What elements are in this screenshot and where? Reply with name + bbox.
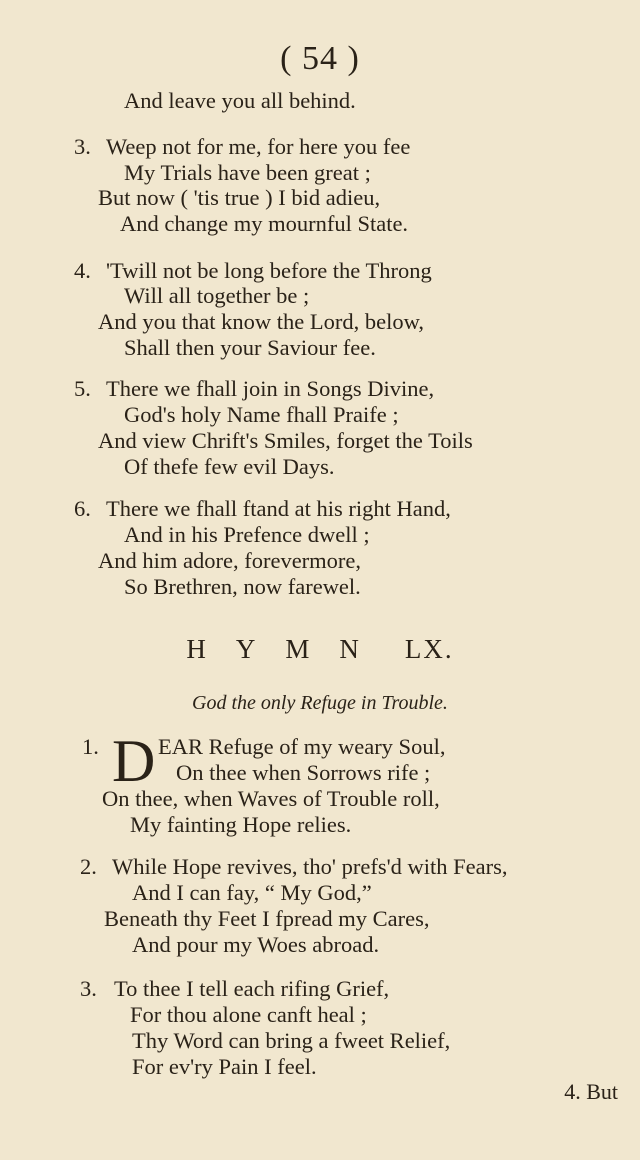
hymn-title-letter: Y [235, 634, 258, 664]
stanza-number: 1. [82, 734, 99, 759]
verse-line: And him adore, forevermore, [98, 548, 362, 573]
verse-line: 'Twill not be long before the Throng [106, 258, 432, 283]
stanza-number: 6. [74, 496, 91, 521]
stanza-number: 3. [74, 134, 91, 159]
verse-line: To thee I tell each rifing Grief, [114, 976, 390, 1001]
catchword: 4. But [564, 1079, 618, 1104]
verse-line: And you that know the Lord, below, [98, 309, 424, 334]
verse-line: Thy Word can bring a fweet Relief, [132, 1028, 451, 1053]
hymn-title [0, 634, 640, 665]
verse-line: And I can fay, “ My God,” [132, 880, 372, 905]
verse-line: While Hope revives, tho' prefs'd with Fears, [112, 854, 508, 879]
verse-line: And in his Prefence dwell ; [124, 522, 370, 547]
verse-line: For thou alone canft heal ; [130, 1002, 367, 1027]
verse-line: Shall then your Saviour fee. [124, 335, 376, 360]
verse-line: And view Chrift's Smiles, forget the Toils [98, 428, 473, 453]
verse-line: Beneath thy Feet I fpread my Cares, [104, 906, 430, 931]
stanza-number: 3. [80, 976, 97, 1001]
verse-line: And change my mournful State. [120, 211, 409, 236]
verse-line: God's holy Name fhall Praife ; [124, 402, 399, 427]
hymn-number: LX. [404, 634, 454, 664]
verse-line: On thee, when Waves of Trouble roll, [102, 786, 440, 811]
stanza-number: 4. [74, 258, 91, 283]
hymn-title-letter: N [339, 634, 361, 664]
verse-line: But now ( 'tis true ) I bid adieu, [98, 185, 381, 210]
drop-cap: D [112, 728, 156, 794]
verse-line: There we fhall ftand at his right Hand, [106, 496, 451, 521]
verse-line: My Trials have been great ; [124, 160, 371, 185]
verse-line: My fainting Hope relies. [130, 812, 352, 837]
verse-line: On thee when Sorrows rife ; [176, 760, 431, 785]
verse-line: EAR Refuge of my weary Soul, [158, 734, 446, 759]
verse-line: And pour my Woes abroad. [132, 932, 380, 957]
hymn-subtitle: God the only Refuge in Trouble. [192, 692, 448, 714]
verse-line: For ev'ry Pain I feel. [132, 1054, 317, 1079]
page-number: ( 54 ) [280, 40, 360, 77]
carry-over-line: And leave you all behind. [124, 88, 356, 113]
verse-line: Weep not for me, for here you fee [106, 134, 411, 159]
hymn-title-letter: M [285, 634, 312, 664]
stanza-number: 2. [80, 854, 97, 879]
verse-line: So Brethren, now farewel. [124, 574, 361, 599]
verse-line: Of thefe few evil Days. [124, 454, 335, 479]
stanza-number: 5. [74, 376, 91, 401]
verse-line: Will all together be ; [124, 283, 310, 308]
hymn-title-letter: H [186, 634, 208, 664]
verse-line: There we fhall join in Songs Divine, [106, 376, 435, 401]
